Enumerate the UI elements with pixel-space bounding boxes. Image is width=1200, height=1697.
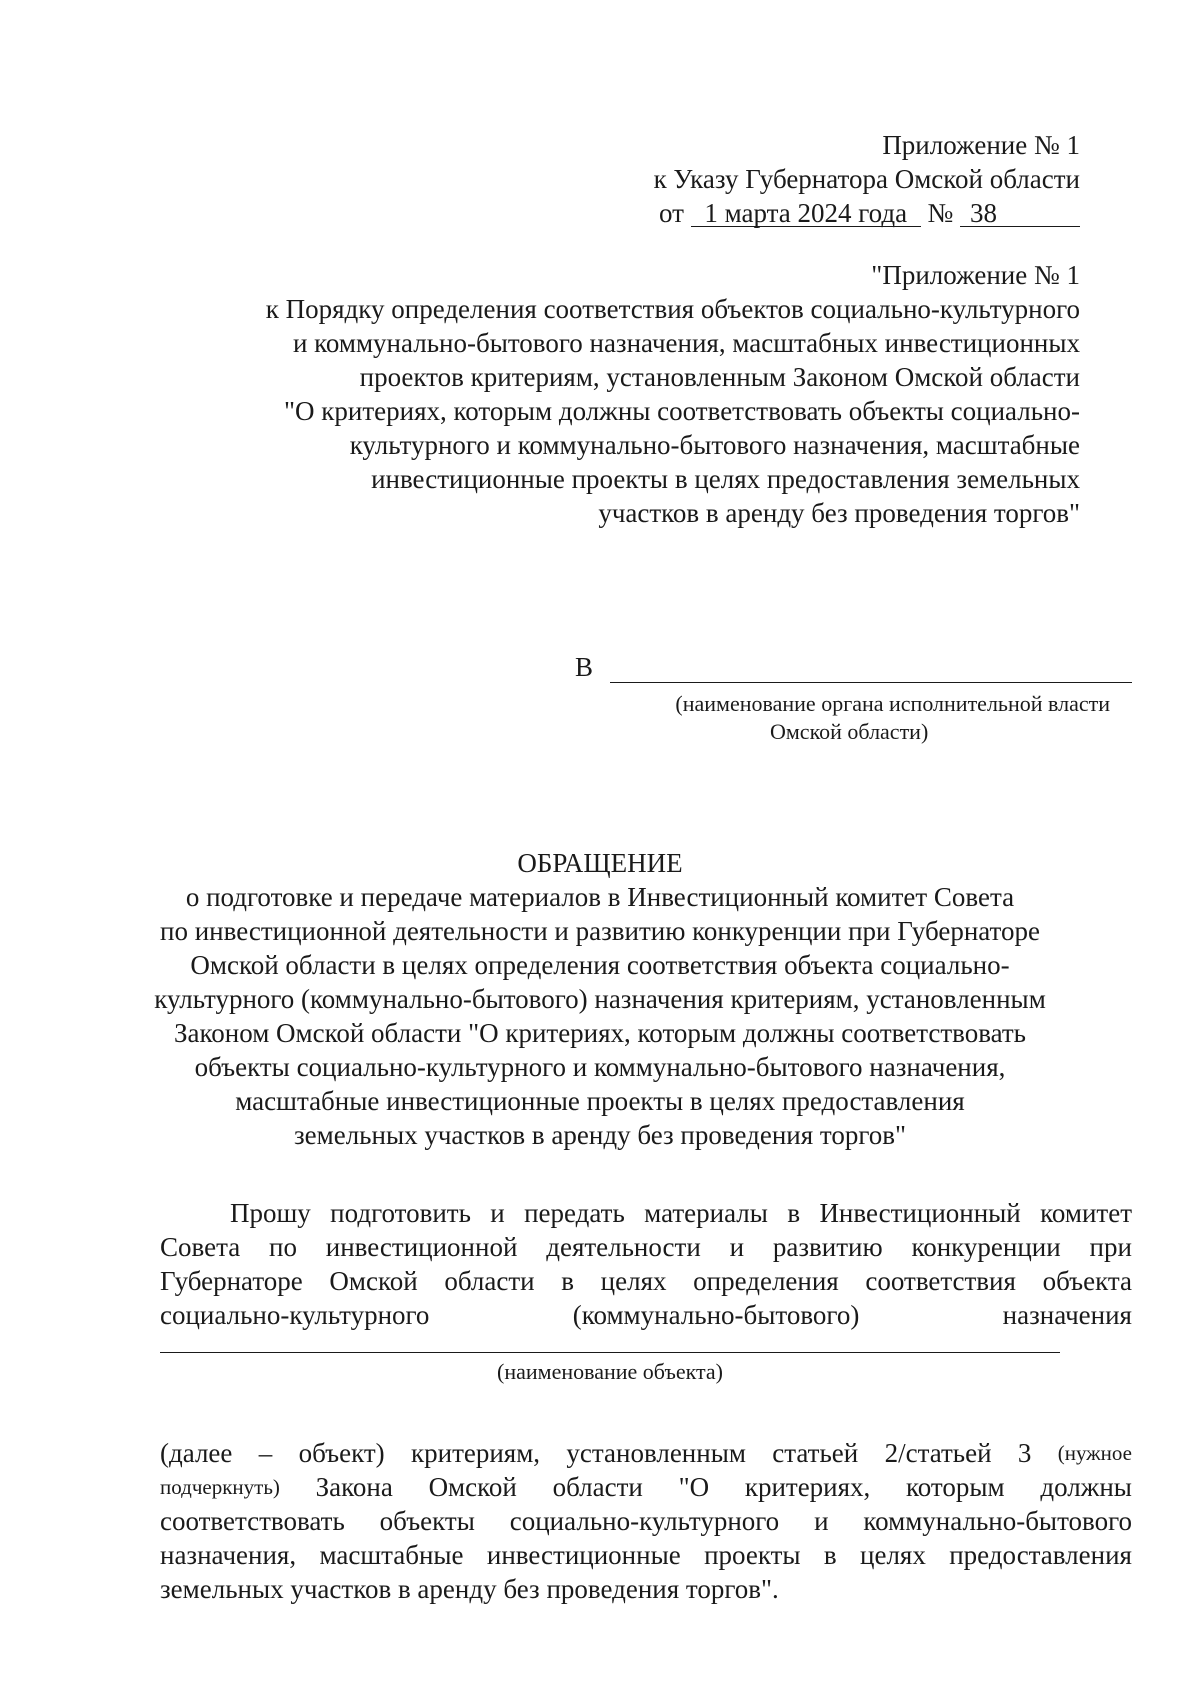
word: целях (600, 1266, 667, 1296)
word: – (258, 1438, 273, 1468)
word: должны (1040, 1472, 1132, 1502)
word: объекта (1042, 1266, 1132, 1296)
word: и (729, 1232, 745, 1262)
word: Совета (160, 1232, 241, 1262)
body-line (160, 1436, 1132, 1470)
word: Губернаторе (160, 1266, 303, 1296)
word: назначения (1002, 1300, 1132, 1330)
word: соответствия (865, 1266, 1016, 1296)
word: передать (524, 1198, 625, 1228)
word: области (444, 1266, 535, 1296)
word: в (787, 1198, 801, 1228)
quoted-appendix-line: "О критериях, которым должны соответствовать объекты социально- (284, 396, 1080, 426)
word: инвестиционные (486, 1540, 681, 1570)
heading-subtitle-line: масштабные инвестиционные проекты в целях предоставления (235, 1086, 965, 1116)
body-line (160, 1470, 1132, 1504)
word: 3 (1017, 1438, 1032, 1468)
word: объекты (379, 1506, 475, 1536)
word: статьей (772, 1438, 859, 1468)
word: Закона (315, 1472, 393, 1502)
number-prefix: № (927, 198, 954, 228)
heading-subtitle-line: Омской области в целях определения соответствия объекта социально- (190, 950, 1010, 980)
word: по (269, 1232, 297, 1262)
heading-subtitle-line: Законом Омской области "О критериях, которым должны соответствовать (174, 1018, 1026, 1048)
heading-subtitle-line: о подготовке и передаче материалов в Инвестиционный комитет Совета (185, 882, 1015, 912)
word: и (490, 1198, 505, 1228)
word: развитию (772, 1232, 883, 1262)
word: (нужное (1057, 1441, 1132, 1465)
appendix-title: Приложение № 1 (882, 130, 1080, 160)
addressee-prefix: В (575, 652, 594, 682)
word: (далее (160, 1438, 233, 1468)
quoted-appendix-line: проектов критериям, установленным Законом Омской области (359, 362, 1080, 392)
quoted-appendix-line: культурного и коммунально-бытового назначения, масштабные (349, 430, 1080, 460)
word: и (814, 1506, 829, 1536)
word: деятельности (546, 1232, 701, 1262)
appendix-decree-ref: к Указу Губернатора Омской области (653, 164, 1080, 194)
quoted-appendix-title: "Приложение № 1 (871, 260, 1080, 290)
word: соответствовать (160, 1506, 345, 1536)
body-line (160, 1504, 1132, 1538)
word: определения (693, 1266, 839, 1296)
heading-subtitle-line: культурного (коммунально-бытового) назначения критериям, установленным (154, 984, 1046, 1014)
word: коммунально-бытового (863, 1506, 1132, 1536)
word: Омской (329, 1266, 418, 1296)
word: критериях, (744, 1472, 871, 1502)
word: материалы (644, 1198, 768, 1228)
word: масштабные (319, 1540, 464, 1570)
word: назначения, (160, 1540, 297, 1570)
body-last-line: земельных участков в аренду без проведения торгов". (160, 1574, 779, 1604)
appendix-date-line (659, 196, 1080, 230)
word: (коммунально-бытового) (572, 1300, 860, 1330)
word: Прошу (230, 1198, 311, 1228)
word: предоставления (949, 1540, 1132, 1570)
body-line (160, 1230, 1132, 1264)
word: в (561, 1266, 575, 1296)
body-line (230, 1196, 1132, 1230)
body-line (160, 1538, 1132, 1572)
quoted-appendix-line: и коммунально-бытового назначения, масштабных инвестиционных (292, 328, 1080, 358)
word: социально-культурного (509, 1506, 780, 1536)
quoted-appendix-line: участков в аренду без проведения торгов" (598, 498, 1080, 528)
word: "О (678, 1472, 710, 1502)
word: социально-культурного (160, 1300, 430, 1330)
heading-subtitle-line: земельных участков в аренду без проведения торгов" (293, 1120, 907, 1150)
object-name-blank-line[interactable] (160, 1352, 1060, 1353)
quoted-appendix-line: инвестиционные проекты в целях предоставления земельных (371, 464, 1080, 494)
word: 2/статьей (884, 1438, 992, 1468)
decree-date: 1 марта 2024 года (691, 200, 921, 227)
word: подготовить (330, 1198, 471, 1228)
word: в (823, 1540, 837, 1570)
object-name-hint: (наименование объекта) (497, 1359, 723, 1384)
word: Омской (428, 1472, 517, 1502)
word: целях (860, 1540, 926, 1570)
word: критериям, (411, 1438, 541, 1468)
word: области (552, 1472, 643, 1502)
word: конкуренции (911, 1232, 1061, 1262)
word: при (1089, 1232, 1132, 1262)
word: которым (906, 1472, 1005, 1502)
word: Инвестиционный (819, 1198, 1021, 1228)
quoted-appendix-line: к Порядку определения соответствия объектов социально-культурного (265, 294, 1080, 324)
addressee-hint-line1: (наименование органа исполнительной власти (675, 691, 1110, 716)
word: инвестиционной (325, 1232, 518, 1262)
heading-subtitle-line: объекты социально-культурного и коммунально-бытового назначения, (194, 1052, 1006, 1082)
word: установленным (566, 1438, 746, 1468)
word: комитет (1040, 1198, 1132, 1228)
body-line (160, 1298, 1132, 1332)
addressee-blank-line[interactable] (610, 682, 1132, 683)
addressee-hint-line2: Омской области) (770, 719, 929, 744)
document-heading: ОБРАЩЕНИЕ (517, 848, 683, 878)
word: подчеркнуть) (160, 1475, 280, 1499)
body-line (160, 1264, 1132, 1298)
word: проекты (704, 1540, 801, 1570)
word: объект) (298, 1438, 385, 1468)
heading-subtitle-line: по инвестиционной деятельности и развитию конкуренции при Губернаторе (160, 916, 1040, 946)
date-prefix: от (659, 198, 684, 228)
decree-number: 38 (960, 200, 1080, 227)
